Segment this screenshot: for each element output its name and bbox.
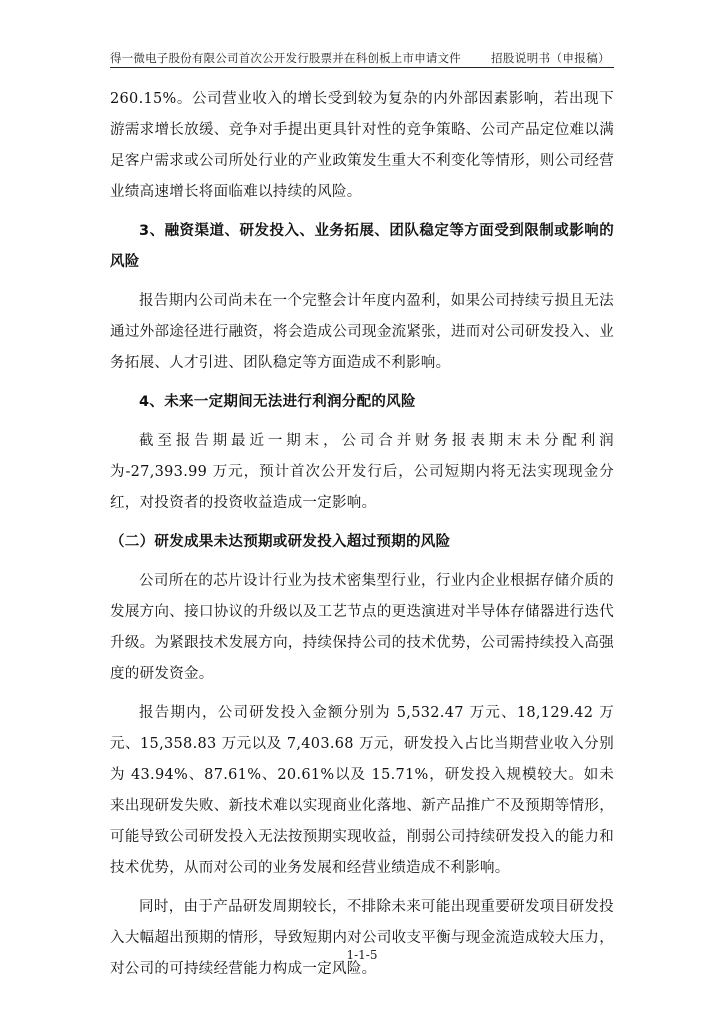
spacer [110, 418, 614, 426]
page-body [110, 84, 614, 985]
document-title: 得一微电子股份有限公司首次公开发行股票并在科创板上市申请文件 [110, 51, 461, 65]
section-heading-rd-risk: （二）研发成果未达预期或研发投入超过预期的风险 [110, 534, 451, 550]
heading-financing-risk: 3、融资渠道、研发投入、业务拓展、团队稳定等方面受到限制或影响的风险 [110, 223, 614, 270]
page-header [110, 50, 614, 68]
spacer [110, 558, 614, 566]
header-divider [110, 67, 614, 68]
heading-profit-distribution-risk: 4、未来一定期间无法进行利润分配的风险 [139, 394, 416, 410]
paragraph-rd-cycle: 同时，由于产品研发周期较长，不排除未来可能出现重要研发项目研发投入大幅超出预期的情形，导致短期内对公司收支平衡与现金流造成较大压力，对公司的可持续经营能力构成一定风险。 [110, 899, 614, 977]
spacer [110, 278, 614, 286]
page-number: 1-1-5 [346, 948, 378, 962]
paragraph-rd-investment: 报告期内，公司研发投入金额分别为 5,532.47 万元、18,129.42 万元、15,358.83 万元以及 7,403.68 万元，研发投入占比当期营业收入分别为 43.94%、87.61%、20.61%以及 15.71%，研发投入规模较大。如未来出现研发失败、新技术难以实现商业化落地、新产品推广不及预期等情形，可能导致公司研发投入无法按预期实现收益，削弱公司持续研发投入的能力和技术优势，从而对公司的业务发展和经营业绩造成不利影响。 [110, 705, 614, 876]
spacer [110, 519, 614, 527]
spacer [110, 379, 614, 387]
paragraph-profit-distribution-risk: 截至报告期最近一期末，公司合并财务报表期末未分配利润为-27,393.99 万元，预计首次公开发行后，公司短期内将无法实现现金分红，对投资者的投资收益造成一定影响。 [110, 433, 614, 511]
paragraph-financing-risk: 报告期内公司尚未在一个完整会计年度内盈利，如果公司持续亏损且无法通过外部途径进行融资，将会造成公司现金流紧张，进而对公司研发投入、业务拓展、人才引进、团队稳定等方面造成不利影响。 [110, 293, 614, 371]
paragraph-intro: 260.15%。公司营业收入的增长受到较为复杂的内外部因素影响，若出现下游需求增长放缓、竞争对手提出更具针对性的竞争策略、公司产品定位难以满足客户需求或公司所处行业的产业政策发生重大不利变化等情形，则公司经营业绩高速增长将面临难以持续的风险。 [110, 91, 614, 200]
spacer [110, 690, 614, 698]
paragraph-rd-industry: 公司所在的芯片设计行业为技术密集型行业，行业内企业根据存储介质的发展方向、接口协议的升级以及工艺节点的更迭演进对半导体存储器进行迭代升级。为紧跟技术发展方向，持续保持公司的技术优势，公司需持续投入高强度的研发资金。 [110, 573, 614, 682]
document-type: 招股说明书（申报稿） [491, 51, 610, 65]
spacer [110, 208, 614, 216]
spacer [110, 884, 614, 892]
